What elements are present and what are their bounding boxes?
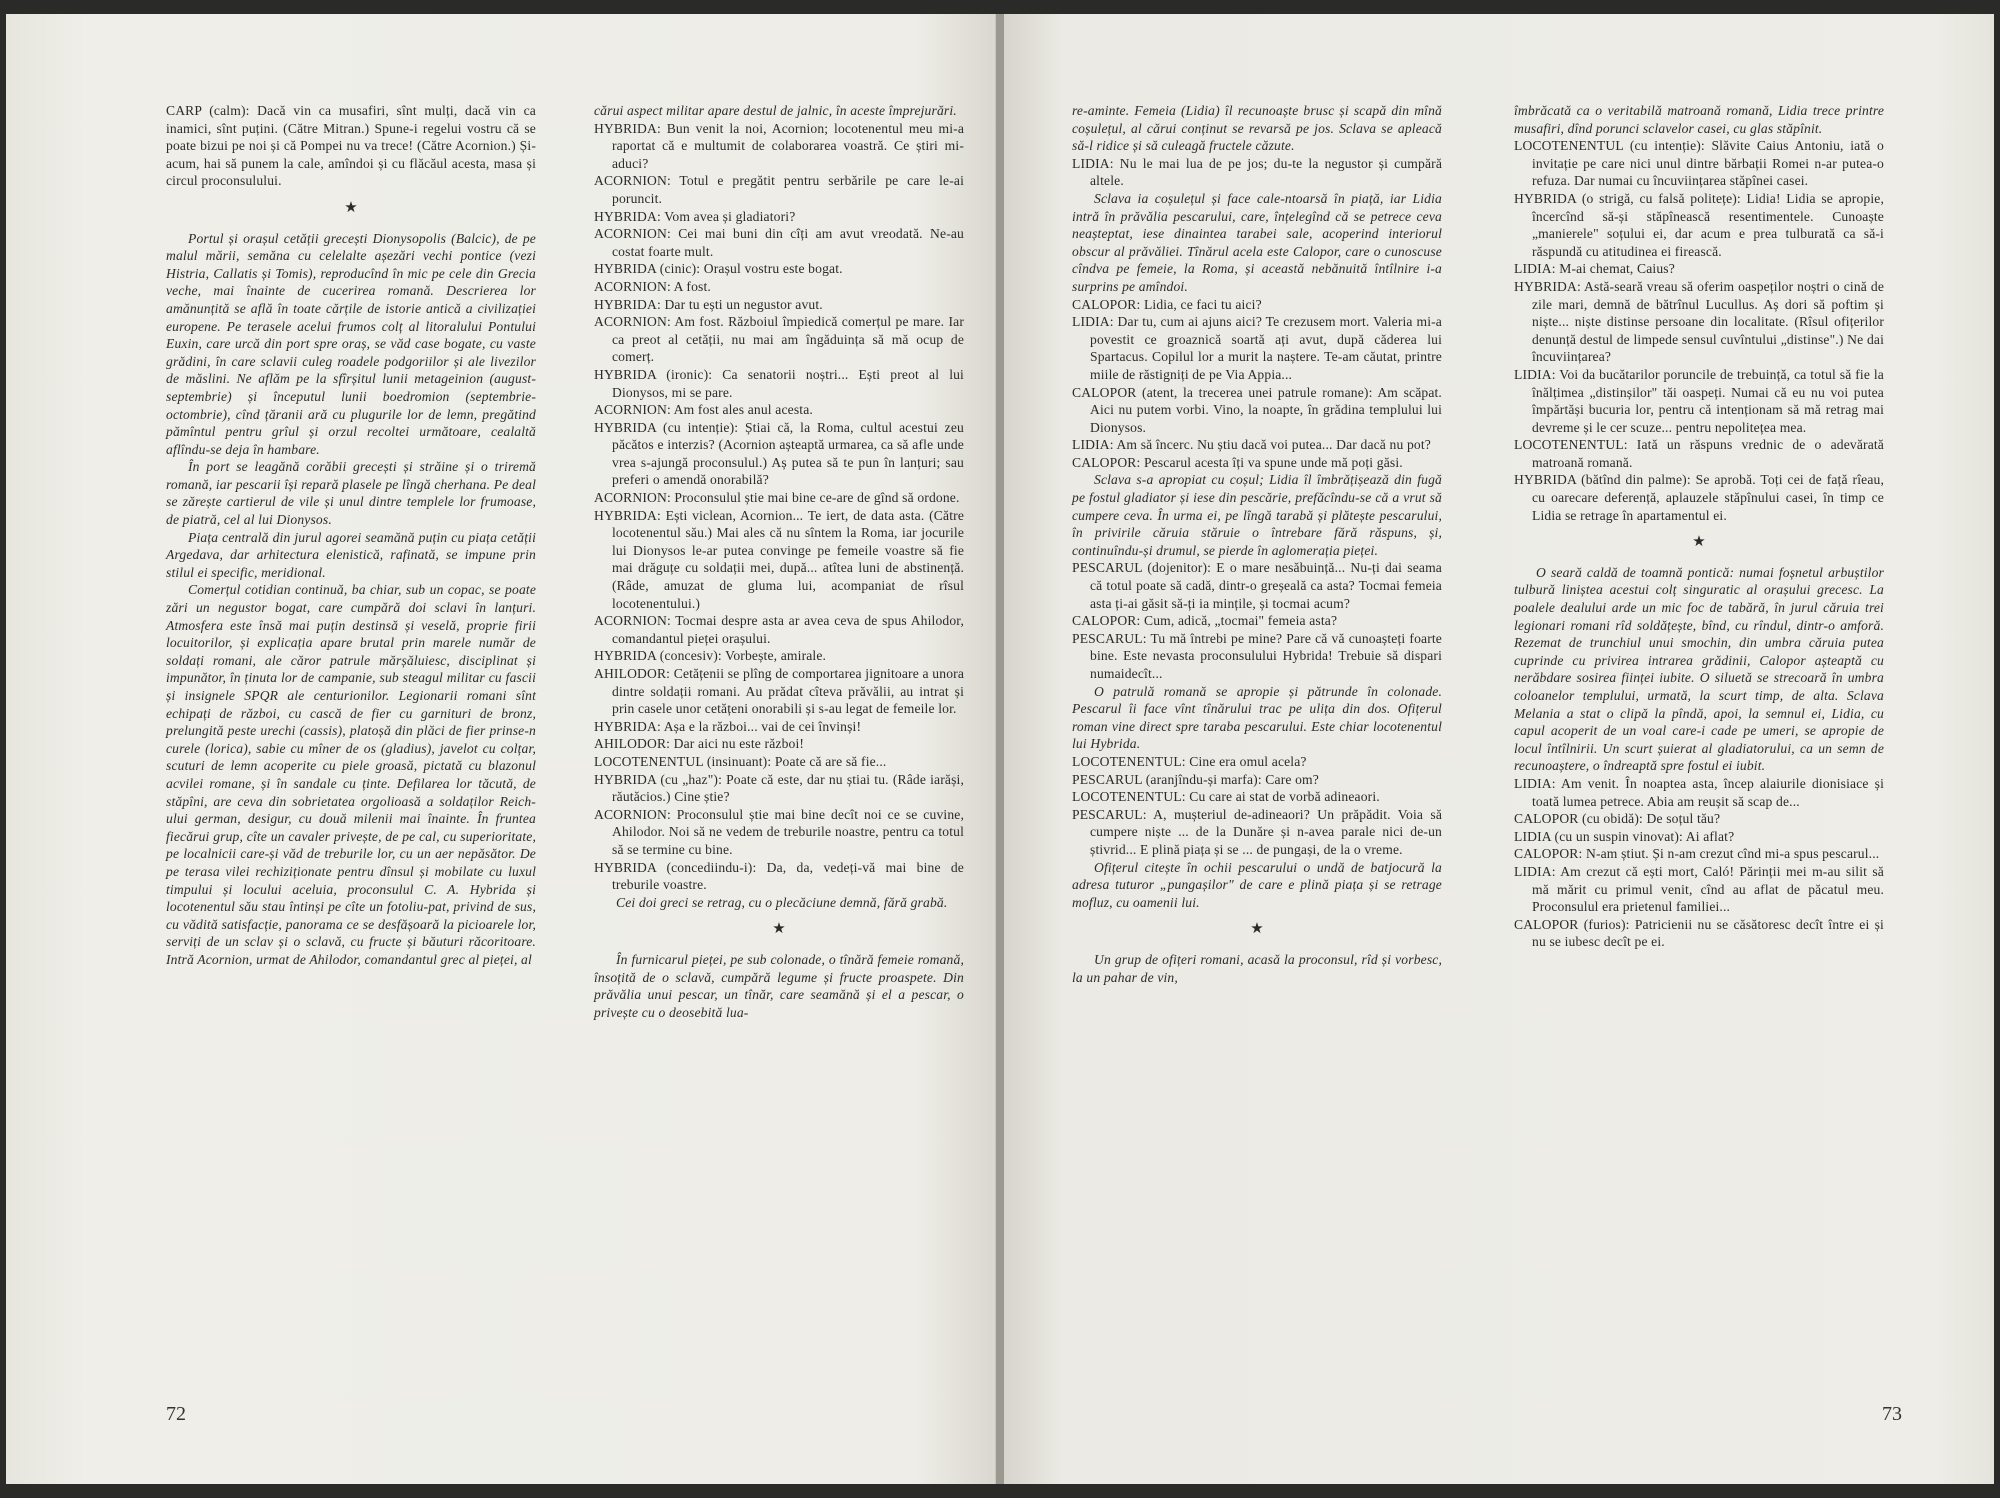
text-paragraph: re-aminte. Femeia (Lidia) îl recunoaște brusc și scapă din mînă coșulețul, al cărui conținut se revarsă pe jos. Sclava se apleacă să-l ridice și să culeagă fructele căzute. bbox=[1072, 103, 1442, 154]
text-paragraph: În furnicarul pieței, pe sub colonade, o tînără femeie romană, însoțită de o sclavă, cumpără legume și fructe proaspete. Din prăvălia unui pescar, un tînăr, care seamănă și el a pescar, o privește cu o deosebită lua- bbox=[594, 951, 964, 1020]
text-paragraph: HYBRIDA (o strigă, cu falsă politețe): Lidia! Lidia se apropie, încercînd să-și stăpînească resentimentele. Cunoaște „manierele" soțului ei, dar acum e prea tulburată ca să-i răspundă cu atitudinea ei firească. bbox=[1514, 190, 1884, 259]
text-paragraph: În port se leagănă corăbii grecești și străine și o triremă romană, iar pescarii își repară plasele pe lîngă cherhana. Pe deal se zărește cartierul de vile și unul dintre templele lor frumoase, de piatră, cel al lui Dionysos. bbox=[166, 459, 536, 528]
text-paragraph: LIDIA: Am crezut că ești mort, Caló! Părinții mei m-au silit să mă mărit cu primul venit, cînd au aflat de păcatul meu. Proconsulul era prietenul familiei... bbox=[1514, 863, 1884, 915]
text-paragraph: CALOPOR (cu obidă): De soțul tău? bbox=[1514, 811, 1721, 827]
text-paragraph: Portul și orașul cetății grecești Dionysopolis (Balcic), de pe malul mării, semăna cu celelalte așezări vechi pontice (vezi Histria, Callatis și Tomis), reproducînd în mic pe cele din Grecia veche, mai înainte de cucerirea romană. Descrierea lor amănunțită se află în toate cărțile de istorie antică a civilizației europene. Pe terasele acelui frumos colț al litoralului Pontului Euxin, care urcă din port spre oraș, se văd case bogate, cu vaste grădini, în care sclavii culeg roadele podgoriilor și ale livezilor de măslini. Ne aflăm pe la sfîrșitul lunii metageinion (august-septembrie) și începutul lunii boedromion (septembrie-octombrie), cînd țăranii ară cu plugurile lor de lemn, pregătind pămîntul pentru grîul și orzul recoltei următoare, cealaltă aflîndu-se deja în hambare. bbox=[166, 230, 536, 457]
text-paragraph: HYBRIDA: Dar tu ești un negustor avut. bbox=[594, 296, 823, 312]
text-paragraph: LOCOTENENTUL (cu intenție): Slăvite Caius Antoniu, iată o invitație pe care nici unul dintre bărbații Romei n-ar putea-o refuza. Dar numai cu încuviințarea stăpînei casei. bbox=[1514, 138, 1884, 189]
text-paragraph: LIDIA: Am să încerc. Nu știu dacă voi putea... Dar dacă nu pot? bbox=[1072, 437, 1431, 453]
right-page bbox=[1004, 14, 1994, 1484]
text-paragraph: HYBRIDA: Astă-seară vreau să oferim oaspeților noștri o cină de zile mari, demnă de bătrînul Lucullus. Aș dori să poftim și niște... niște distinse persoane din localitate. (Rîsul ofițerilor denunță destul de limpede sensul cuvîntului „distinse".) Ne dai încuviințarea? bbox=[1514, 278, 1884, 365]
text-paragraph: PESCARUL: A, mușteriul de-adineaori? Un prăpădit. Voia să cumpere niște ... de la Dunăre și n-avea parale nici de-un știvrid... E plină piața și se ... de pungași, de la o vreme. bbox=[1072, 806, 1442, 857]
text-paragraph: HYBRIDA: Așa e la război... vai de cei învinși! bbox=[594, 718, 862, 734]
text-paragraph: cărui aspect militar apare destul de jalnic, în aceste împrejurări. bbox=[594, 103, 957, 118]
text-paragraph: Piața centrală din jurul agorei seamănă puțin cu piața cetății Argedava, dar arhitectura elenistică, rafinată, se impune prin stilul ei specific, meridional. bbox=[166, 529, 536, 580]
text-paragraph: LOCOTENENTUL: Cu care ai stat de vorbă adineaori. bbox=[1072, 789, 1380, 805]
text-column-3 bbox=[1072, 102, 1442, 986]
text-paragraph: ACORNION: Am fost ales anul acesta. bbox=[594, 402, 813, 418]
text-paragraph: CALOPOR: Cum, adică, „tocmai" femeia asta? bbox=[1072, 613, 1338, 629]
text-column-4 bbox=[1514, 102, 1884, 951]
text-paragraph: LOCOTENENTUL: Iată un răspuns vrednic de o adevărată matroană romană. bbox=[1514, 437, 1884, 470]
text-paragraph: PESCARUL (dojenitor): E o mare nesăbuință... Nu-ți dai seama că totul poate să cadă, dintr-o greșeală ca asta? Tocmai femeia asta ți-ai găsit să-ți ia mințile, și tocmai acum? bbox=[1072, 560, 1442, 611]
text-paragraph: HYBRIDA: Bun venit la noi, Acornion; locotenentul meu mi-a raportat că e multumit de colaborarea voastră. Ce știri mi-aduci? bbox=[594, 120, 964, 171]
text-paragraph: ACORNION: Proconsulul știe mai bine decît noi ce se cuvine, Ahilodor. Noi să ne vedem de treburile noastre, pentru ca totul să se termine cu bine. bbox=[594, 806, 964, 857]
text-paragraph: PESCARUL: Tu mă întrebi pe mine? Pare că vă cunoașteți foarte bine. Este nevasta proconsulului Hybrida! Trebuie să dispari numaidecît... bbox=[1072, 630, 1442, 681]
text-paragraph: CALOPOR (atent, la trecerea unei patrule romane): Am scăpat. Aici nu putem vorbi. Vino, la noapte, în grădina templului lui Dionysos. bbox=[1072, 384, 1442, 435]
text-paragraph: HYBRIDA (concediindu-i): Da, da, vedeți-vă mai bine de treburile voastre. bbox=[594, 859, 964, 893]
text-paragraph: ACORNION: Proconsulul știe mai bine ce-are de gînd să ordone. bbox=[594, 490, 960, 506]
text-paragraph: LOCOTENENTUL: Cine era omul acela? bbox=[1072, 753, 1307, 769]
page-number-right: 73 bbox=[1882, 1403, 1902, 1425]
text-paragraph: Sclava ia coșulețul și face cale-ntoarsă în piață, iar Lidia intră în prăvălia pescarului, care, înțelegînd că se petrece ceva neașteptat, iese dinaintea tarabei sale, acoperind interiorul obscur al prăvăliei. Tînărul acela este Calopor, care o cunoscuse cîndva pe femeie, la Roma, și această nebănuită întîlnire i-a surprins pe amîndoi. bbox=[1072, 190, 1442, 294]
text-paragraph: CALOPOR: N-am știut. Și n-am crezut cînd mi-a spus pescarul... bbox=[1514, 846, 1880, 862]
text-paragraph: Sclava s-a apropiat cu coșul; Lidia îl îmbrățișează din fugă pe fostul gladiator și iese din pescărie, prefăcîndu-se că a vrut să cumpere ceva. În urma ei, pe lîngă tarabă și plătește pescarului, în privirile căruia stăruie o întrebare fără răspuns, și, continuîndu-și drumul, se pierde în aglomerația pieței. bbox=[1072, 472, 1442, 558]
text-paragraph: Comerțul cotidian continuă, ba chiar, sub un copac, se poate zări un negustor bogat, care cumpără doi sclavi în lanțuri. Atmosfera este însă mai puțin destinsă și veselă, proprie firii locuitorilor, și explicația apare brutal prin marele număr de soldați romani, ale căror patrule mărșăluiesc, disciplinat și impunător, în ținuta lor de campanie, sub steagul militar cu fascii și insignele SPQR ale centurionilor. Legionarii romani sînt echipați de război, cu cască de fier cu garnituri de bronz, prelungită peste urechi (cassis), platoșă din plăci de fier prinse-n curele (lorica), sabie cu mîner de os (gladius), javelot cu colțar, scuturi de lemn acoperite cu piele groasă, pictată cu blazonul acvilei romane, și în sandale cu ținte. Defilarea lor tăcută, de stăpîni, are ceva din sobrietatea orgolioasă a soldaților Reich-ului german, desigur, cu două milenii mai înainte. În fruntea fiecărui grup, cîte un cavaler privește, de pe cal, cu superioritate, pe localnicii care-și văd de treburile lor, cu un aer nepăsător. De pe terasa vilei rechiziționate pentru dînsul și mobilate cu luxul timpului și locului aceluia, proconsulul C. A. Hybrida și locotenentul său stau întinși pe cîte un fotoliu-pat, privind de sus, cu vădită satisfacție, panorama ce se desfășoară la picioarele lor, serviți de un sclav și o sclavă, cu fructe și băuturi răcoritoare. Intră Acornion, urmat de Ahilodor, comandantul grec al pieței, al bbox=[166, 582, 536, 967]
text-column-1 bbox=[166, 102, 536, 969]
text-paragraph: CALOPOR: Pescarul acesta îți va spune unde mă poți găsi. bbox=[1072, 454, 1403, 470]
text-paragraph: HYBRIDA (cu intenție): Știai că, la Roma, cultul acestui zeu păcătos e interzis? (Acornion așteaptă urmarea, ca să afle unde vrea s-ajungă proconsulul.) Aș putea să te pun în lanțuri; sau preferi o amendă onorabilă? bbox=[594, 419, 964, 488]
section-star: ★ bbox=[772, 921, 786, 938]
section-star: ★ bbox=[1250, 921, 1264, 938]
text-paragraph: LIDIA: Voi da bucătarilor poruncile de trebuință, ca totul să fie la înălțimea „distinșilor" tăi oaspeți. Numai că eu nu voi putea împărtăși bucuria lor, pentru că intenționam să mă retrag mai devreme și le cer scuze... pentru nepolitețea mea. bbox=[1514, 366, 1884, 435]
text-paragraph: HYBRIDA (concesiv): Vorbește, amirale. bbox=[594, 648, 827, 664]
text-paragraph: îmbrăcată ca o veritabilă matroană romană, Lidia trece printre musafiri, dînd porunci sclavelor casei, cu glas stăpînit. bbox=[1514, 103, 1884, 136]
text-paragraph: Ofițerul citește în ochii pescarului o undă de batjocură la adresa tuturor „pungașilor" de care e plină piața și se retrage mofluz, cu oamenii lui. bbox=[1072, 859, 1442, 910]
text-paragraph: LIDIA: Am venit. În noaptea asta, încep alaiurile dionisiace și toată lumea petrece. Abia am reușit să scap de... bbox=[1514, 775, 1884, 809]
text-paragraph: ACORNION: Am fost. Războiul împiedică comerțul pe mare. Iar ca preot al cetății, nu mai am îngăduința să mă ocup de comerț. bbox=[594, 314, 964, 365]
text-paragraph: AHILODOR: Cetățenii se plîng de comportarea jignitoare a unora dintre soldații romani. Au prădat cîteva prăvălii, au intrat și prin casele unor cetățeni onorabili și s-au legat de femeile lor. bbox=[594, 666, 964, 717]
left-page bbox=[6, 14, 996, 1484]
text-paragraph: LIDIA (cu un suspin vinovat): Ai aflat? bbox=[1514, 828, 1735, 844]
text-paragraph: HYBRIDA (bătînd din palme): Se aprobă. Toți cei de față rîeau, cu oarecare deferență, aplauzele stăpînului casei, în timp ce Lidia se retrage în apartamentul ei. bbox=[1514, 472, 1884, 523]
text-paragraph: LIDIA: M-ai chemat, Caius? bbox=[1514, 261, 1675, 277]
section-star: ★ bbox=[344, 199, 358, 216]
book-gutter bbox=[996, 14, 1004, 1484]
text-paragraph: HYBRIDA (cu „haz"): Poate că este, dar nu știai tu. (Râde iarăși, răutăcios.) Cine știe? bbox=[594, 771, 964, 805]
text-paragraph: HYBRIDA (ironic): Ca senatorii noștri... Ești preot al lui Dionysos, mi se pare. bbox=[594, 366, 964, 400]
text-paragraph: ACORNION: Totul e pregătit pentru serbările pe care le-ai poruncit. bbox=[594, 173, 964, 206]
text-paragraph: LOCOTENENTUL (insinuant): Poate că are să fie... bbox=[594, 753, 887, 769]
text-paragraph: ACORNION: A fost. bbox=[594, 278, 711, 294]
text-paragraph: CALOPOR (furios): Patricienii nu se căsătoresc decît între ei și nu se iubesc decît pe ei. bbox=[1514, 916, 1884, 950]
text-paragraph: HYBRIDA: Vom avea și gladiatori? bbox=[594, 208, 796, 224]
text-paragraph: O seară caldă de toamnă pontică: numai foșnetul arbuștilor tulbură liniștea acestui colț singuratic al orașului grecesc. La poalele dealului arde un mic foc de tabără, în jurul căruia trei legionari romani rîd soldățește, bînd, cu rîndul, dintr-o amforă. Rezemat de trunchiul unui smochin, din umbra căruia putea cuprinde cu privirea intrarea grădinii, Calopor așteaptă cu nerăbdare sosirea ființei iubite. O siluetă se strecoară în umbra coloanelor templului, urmată, la scurt timp, de alta. Sclava Melania a stat o clipă la pîndă, apoi, la semnul ei, Lidia, cu capul acoperit de un voal care-i cade pe umeri, se apropie de locul întîlnirii. Un scurt șuierat al gladiatorului, ca un semn de recunoaștere, o îndreaptă spre fostul ei iubit. bbox=[1514, 564, 1884, 774]
text-paragraph: ACORNION: Tocmai despre asta ar avea ceva de spus Ahilodor, comandantul pieței orașului. bbox=[594, 613, 964, 646]
page-number-left: 72 bbox=[166, 1403, 186, 1425]
text-paragraph: CARP (calm): Dacă vin ca musafiri, sînt mulți, dacă vin ca inamici, sînt puțini. (Către Mitran.) Spune-i regelui vostru că se poate bizui pe noi și că Pompei nu va trece! (Către Acornion.) Și-acum, hai să punem la cale, amîndoi și cu flăcăul acesta, masa și circul proconsulului. bbox=[166, 103, 536, 189]
text-paragraph: O patrulă romană se apropie și pătrunde în colonade. Pescarul îi face vînt tînărului trac pe ulița din dos. Ofițerul roman vine direct spre taraba pescarului. Este chiar locotenentul lui Hybrida. bbox=[1072, 683, 1442, 752]
text-column-2 bbox=[594, 102, 964, 1021]
text-paragraph: AHILODOR: Dar aici nu este război! bbox=[594, 736, 805, 752]
text-paragraph: LIDIA: Dar tu, cum ai ajuns aici? Te crezusem mort. Valeria mi-a povestit ce groaznică soartă ați avut, după căderea lui Spartacus. Copilul lor a murit la naștere. Te-am căutat, printre miile de răstigniți de pe Via Appia... bbox=[1072, 314, 1442, 382]
text-paragraph: HYBRIDA: Ești viclean, Acornion... Te iert, de data asta. (Către locotenentul său.) Mai ales că nu sîntem la Roma, iar jocurile lui Dionysos le-ar putea convinge pe femeile voastre să fie mai drăguțe cu soldații mei, după... atîtea luni de abstinență. (Râde, amuzat de gluma lui, acompaniat de rîsul locotenentului.) bbox=[594, 507, 964, 611]
text-paragraph: CALOPOR: Lidia, ce faci tu aici? bbox=[1072, 296, 1262, 312]
text-paragraph: HYBRIDA (cinic): Orașul vostru este bogat. bbox=[594, 261, 843, 277]
text-paragraph: ACORNION: Cei mai buni din cîți am avut vreodată. Ne-au costat foarte mult. bbox=[594, 226, 964, 259]
text-paragraph: Cei doi greci se retrag, cu o plecăciune demnă, fără grabă. bbox=[616, 894, 948, 910]
text-paragraph: Un grup de ofițeri romani, acasă la proconsul, rîd și vorbesc, la un pahar de vin, bbox=[1072, 951, 1442, 985]
section-star: ★ bbox=[1692, 534, 1706, 551]
text-paragraph: LIDIA: Nu le mai lua de pe jos; du-te la negustor și cumpără altele. bbox=[1072, 155, 1442, 189]
text-paragraph: PESCARUL (aranjîndu-și marfa): Care om? bbox=[1072, 771, 1319, 787]
